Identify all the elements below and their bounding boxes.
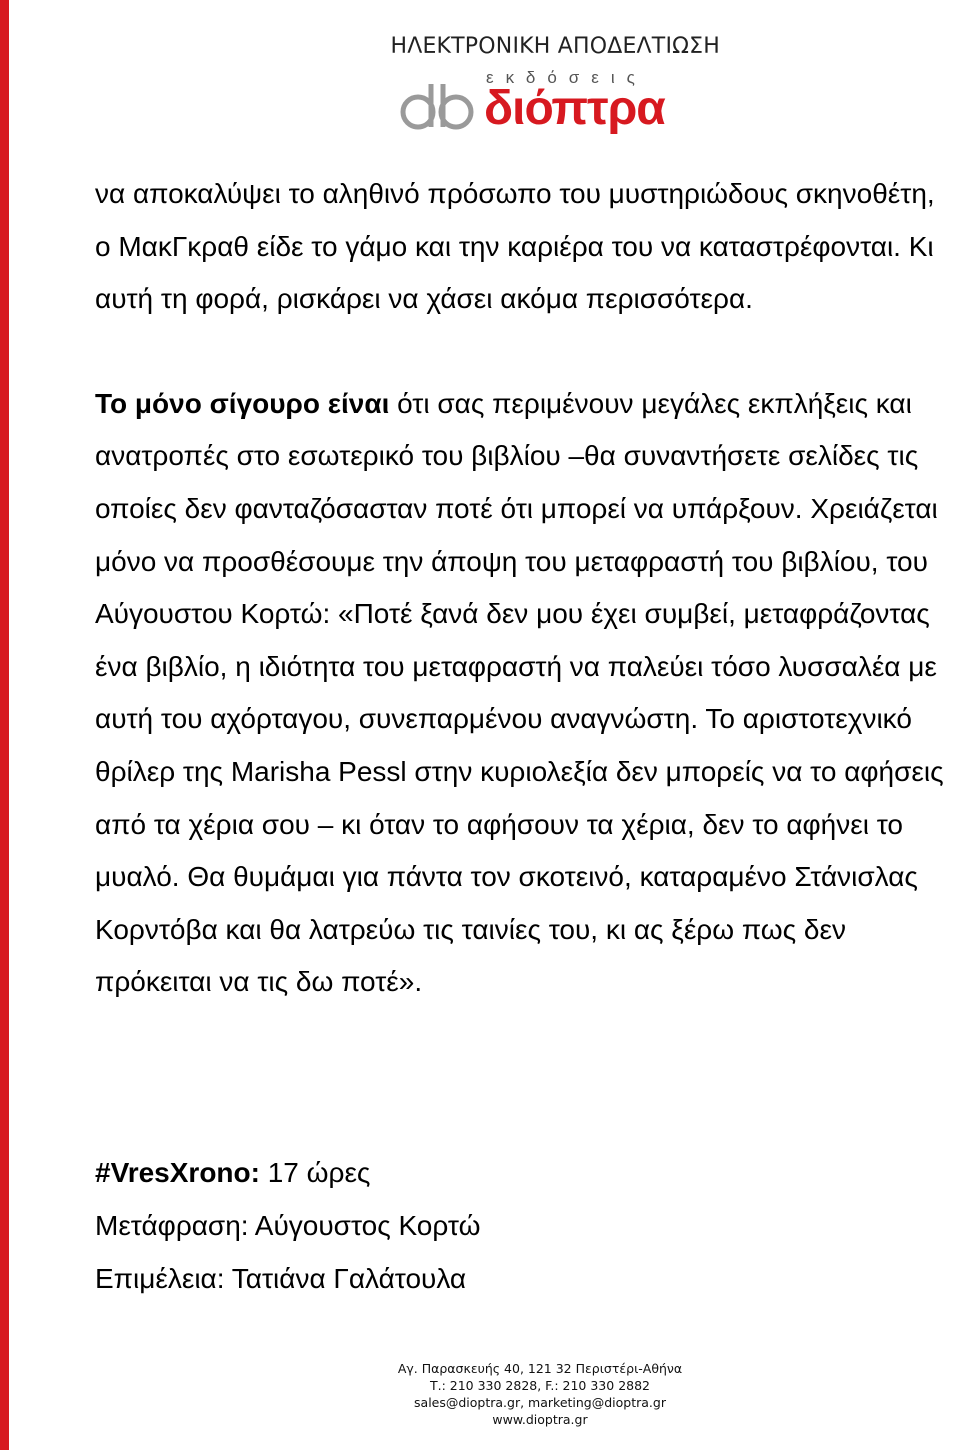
footer-phones: Τ.: 210 330 2828, F.: 210 330 2882 <box>429 1378 651 1393</box>
logo-subtitle: εκδόσεις <box>486 68 647 87</box>
left-red-margin-bar <box>0 0 9 1450</box>
footer-emails: sales@dioptra.gr, marketing@dioptra.gr <box>414 1395 666 1410</box>
paragraph-2-text: ότι σας περιμένουν μεγάλες εκπλήξεις και ανατροπές στο εσωτερικό του βιβλίου –θα συναντήσετε σελίδες τις οποίες δεν φανταζόσασταν ποτέ ότι μπορεί να υπάρξουν. Χρειάζεται μόνο να προσθέσουμε την άποψη του μεταφραστή του βιβλίου, του Αύγουστου Κορτώ: «Ποτέ ξανά δεν μου έχει συμβεί, μεταφράζοντας ένα βιβλίο, η ιδιότητα του μεταφραστή να παλεύει τόσο λυσσαλέα με αυτή του αχόρταγου, συνεπαρμένου αναγνώστη. Το αριστοτεχνικό θρίλερ της Marisha Pessl στην κυριολεξία δεν μπορείς να το αφήσεις από τα χέρια σου – κι όταν το αφήσουν τα χέρια, δεν το αφήνει το μυαλό. Θα θυμάμαι για πάντα τον σκοτεινό, καταραμένο Στάνισλας Κορντόβα και θα λατρεύω τις ταινίες του, κι ας ξέρω πως δεν πρόκειται να τις δω ποτέ». <box>95 387 944 998</box>
paragraph-2-bold-lead: Το μόνο σίγουρο είναι <box>95 387 390 419</box>
vresxrono-line <box>95 1146 480 1199</box>
book-meta <box>95 1146 480 1305</box>
article-body <box>95 168 955 1009</box>
db-logo-mark-icon <box>400 80 480 136</box>
publisher-logo <box>400 68 665 136</box>
paragraph-2 <box>95 378 955 1009</box>
logo-name: διόπτρα <box>484 82 665 135</box>
vresxrono-label: #VresXrono: <box>95 1157 260 1188</box>
vresxrono-value: 17 ώρες <box>259 1157 371 1188</box>
paragraph-1: να αποκαλύψει το αληθινό πρόσωπο του μυστηριώδους σκηνοθέτη, ο ΜακΓκραθ είδε το γάμο και την καριέρα του να καταστρέφονται. Κι αυτή τη φορά, ρισκάρει να χάσει ακόμα περισσότερα. <box>95 178 935 315</box>
footer-address: Αγ. Παρασκευής 40, 121 32 Περιστέρι-Αθήνα <box>397 1361 683 1376</box>
footer-website: www.dioptra.gr <box>492 1412 588 1427</box>
header-title: ΗΛΕΚΤΡΟΝΙΚΗ ΑΠΟΔΕΛΤΙΩΣΗ <box>390 34 720 59</box>
translation-line: Μετάφραση: Αύγουστος Κορτώ <box>95 1210 481 1241</box>
footer-contact <box>380 1360 700 1428</box>
editing-line: Επιμέλεια: Τατιάνα Γαλάτουλα <box>95 1263 467 1294</box>
